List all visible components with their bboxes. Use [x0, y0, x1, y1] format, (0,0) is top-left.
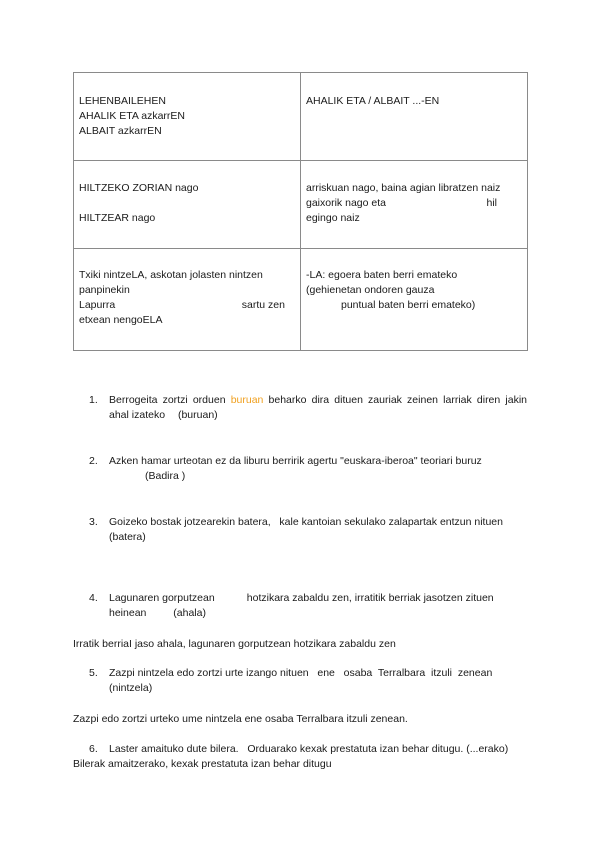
cell-text: AHALIK ETA azkarrEN: [79, 110, 186, 122]
cell-text: etxean nengoELA: [79, 314, 163, 326]
exercise-hint: (nintzela): [109, 682, 153, 694]
exercise-text: heinean: [109, 607, 147, 619]
cell-text: puntual baten berri emateko): [341, 299, 476, 311]
cell-text: sartu zen: [241, 299, 285, 311]
table-cell-left: [74, 161, 301, 249]
exercise-text: Laster amaituko dute bilera. Orduarako kexak prestatuta izan behar ditugu. (...erako): [109, 743, 509, 755]
cell-text: HILTZEAR nago: [79, 212, 156, 224]
exercise-text: Azken hamar urteotan ez da liburu berririk agertu "euskara-iberoa" teoriari buruz: [109, 455, 482, 467]
cell-text: LEHENBAILEHEN: [79, 95, 166, 107]
exercise-text: Zazpi nintzela edo zortzi urte izango nituen ene osaba Terralbara itzuli zenean: [109, 667, 493, 679]
table-cell-left: [74, 249, 301, 351]
exercise-number: 4.: [89, 592, 98, 604]
cell-text: egingo naiz: [306, 212, 360, 224]
table-row: [74, 73, 528, 161]
highlighted-word: buruan: [230, 394, 264, 406]
cell-text: Lapurra: [79, 299, 116, 311]
answer-line: Bilerak amaitzerako, kexak prestatuta izan behar ditugu: [73, 758, 332, 770]
grammar-table: [73, 72, 528, 351]
exercise-text: ahal izateko: [109, 409, 166, 421]
exercise-text: beharko dira dituen zauriak zeinen larriak diren jakin: [263, 394, 527, 406]
cell-text: -LA: egoera baten berri emateko: [306, 269, 458, 281]
answer-line: Zazpi edo zortzi urteko ume nintzela ene osaba Terralbara itzuli zenean.: [73, 713, 408, 725]
cell-text: hil: [486, 197, 497, 209]
exercise-hint: (buruan): [177, 409, 218, 421]
cell-text: HILTZEKO ZORIAN nago: [79, 182, 199, 194]
table-cell-right: [301, 73, 528, 161]
cell-text: (gehienetan ondoren gauza: [306, 284, 435, 296]
cell-text: arriskuan nago, baina agian libratzen naiz: [306, 182, 501, 194]
table-cell-left: [74, 73, 301, 161]
exercise-number: 2.: [89, 455, 98, 467]
table-cell-right: [301, 161, 528, 249]
table-cell-right: [301, 249, 528, 351]
exercise-hint: (batera): [109, 531, 146, 543]
exercise-number: 1.: [89, 394, 98, 406]
exercise-hint: (ahala): [173, 607, 206, 619]
table-row: [74, 161, 528, 249]
exercise-hint: (Badira ): [145, 470, 186, 482]
exercise-number: 6.: [89, 743, 98, 755]
table-row: [74, 249, 528, 351]
exercise-text: Goizeko bostak jotzearekin batera, kale kantoian sekulako zalapartak entzun nituen: [109, 516, 503, 528]
cell-text: Txiki nintzeLA, askotan jolasten nintzen: [79, 269, 263, 281]
exercise-number: 3.: [89, 516, 98, 528]
cell-text: ALBAIT azkarrEN: [79, 125, 162, 137]
cell-text: AHALIK ETA / ALBAIT ...-EN: [306, 95, 440, 107]
exercise-text: Lagunaren gorputzean hotzikara zabaldu zen, irratitik berriak jasotzen zituen: [109, 592, 494, 604]
exercise-text: Berrogeita zortzi orduen: [109, 394, 231, 406]
cell-text: panpinekin: [79, 284, 130, 296]
cell-text: gaixorik nago eta: [306, 197, 386, 209]
exercise-number: 5.: [89, 667, 98, 679]
answer-line: Irratik berriaI jaso ahala, lagunaren gorputzean hotzikara zabaldu zen: [73, 638, 396, 650]
exercise-line: [109, 393, 527, 408]
